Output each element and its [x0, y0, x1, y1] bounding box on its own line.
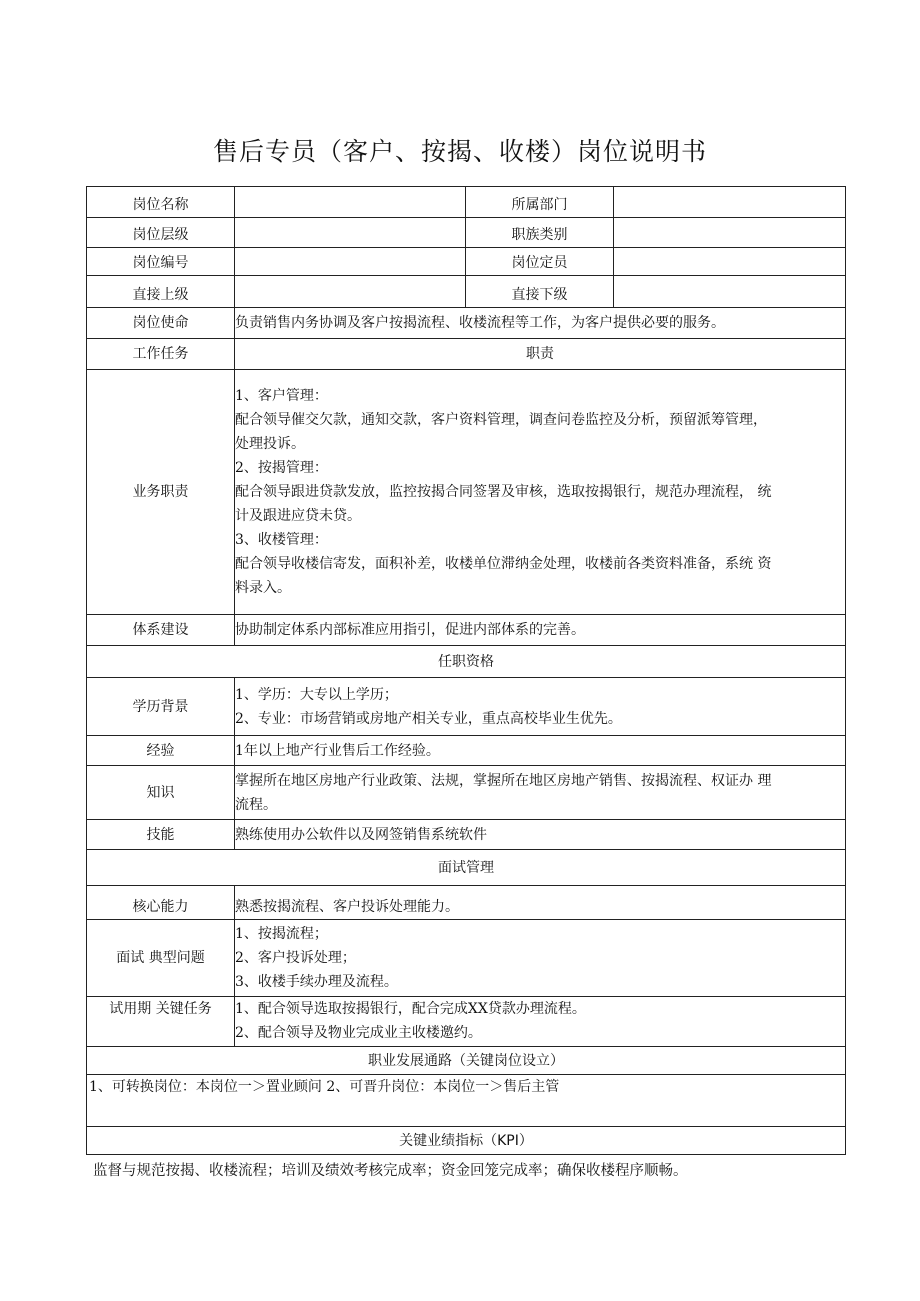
system-text: 协助制定体系内部标准应用指引，促进内部体系的完善。 [235, 615, 846, 646]
label-knowledge: 知识 [87, 766, 235, 820]
label-duties: 职责 [235, 339, 846, 370]
probation-line: 1、配合领导选取按揭银行，配合完成XX贷款办理流程。 [235, 1001, 586, 1017]
knowledge-line: 流程。 [235, 796, 277, 813]
row-probation [87, 997, 846, 1047]
experience-text: 1年以上地产行业售后工作经验。 [235, 736, 846, 766]
business-line: 配合领导跟进贷款发放，监控按揭合同签署及审核，选取按揭银行，规范办理流程， 统 [235, 484, 772, 500]
row-career [87, 1075, 846, 1127]
row-core [87, 886, 846, 920]
business-line: 处理投诉。 [235, 436, 305, 452]
row-code-headcount [87, 248, 846, 276]
field-department[interactable] [614, 187, 846, 218]
row-business-duties [87, 370, 846, 615]
business-line: 料录入。 [235, 580, 291, 596]
label-core: 核心能力 [87, 886, 235, 920]
row-career-header [87, 1047, 846, 1075]
education-text [235, 678, 846, 736]
label-level: 岗位层级 [87, 218, 235, 248]
field-level[interactable] [235, 218, 466, 248]
label-skill: 技能 [87, 820, 235, 850]
core-text: 熟悉按揭流程、客户投诉处理能力。 [235, 886, 846, 920]
label-superior: 直接上级 [87, 276, 235, 308]
row-task-header [87, 339, 846, 370]
section-qualification: 任职资格 [87, 646, 846, 678]
knowledge-line: 掌握所在地区房地产行业政策、法规，掌握所在地区房地产销售、按揭流程、权证办 理 [235, 772, 772, 789]
label-subordinate: 直接下级 [466, 276, 614, 308]
job-description-table [86, 186, 846, 1155]
business-line: 配合领导催交欠款，通知交款，客户资料管理，调查问卷监控及分析，预留派筹管理， [235, 412, 767, 428]
row-interview-header [87, 850, 846, 886]
row-questions [87, 920, 846, 997]
question-line: 3、收楼手续办理及流程。 [235, 974, 398, 990]
label-mission: 岗位使命 [87, 308, 235, 339]
page-title: 售后专员（客户、按揭、收楼）岗位说明书 [212, 137, 707, 166]
row-experience [87, 736, 846, 766]
field-headcount[interactable] [614, 248, 846, 276]
education-line: 1、学历：大专以上学历； [235, 686, 398, 703]
question-line: 1、按揭流程； [235, 926, 328, 942]
probation-line: 2、配合领导及物业完成业主收楼邀约。 [235, 1025, 482, 1041]
business-line: 1、客户管理： [235, 388, 328, 404]
skill-text: 熟练使用办公软件以及网签销售系统软件 [235, 820, 846, 850]
probation-text [235, 997, 846, 1047]
field-subordinate[interactable] [614, 276, 846, 308]
row-system [87, 615, 846, 646]
row-skill [87, 820, 846, 850]
business-line: 配合领导收楼信寄发，面积补差，收楼单位滞纳金处理，收楼前各类资料准备，系统 资 [235, 556, 772, 572]
label-post-name: 岗位名称 [87, 187, 235, 218]
row-mission [87, 308, 846, 339]
row-level-family [87, 218, 846, 248]
label-probation: 试用期 关键任务 [87, 997, 235, 1047]
label-experience: 经验 [87, 736, 235, 766]
field-code[interactable] [235, 248, 466, 276]
label-system: 体系建设 [87, 615, 235, 646]
label-headcount: 岗位定员 [466, 248, 614, 276]
label-work-task: 工作任务 [87, 339, 235, 370]
label-questions: 面试 典型问题 [87, 920, 235, 997]
section-career: 职业发展通路（关键岗位设立） [87, 1047, 846, 1075]
business-line: 计及跟进应贷未贷。 [235, 508, 361, 524]
section-kpi: 关键业绩指标（KPI） [87, 1127, 846, 1155]
row-knowledge [87, 766, 846, 820]
business-line: 3、收楼管理： [235, 532, 328, 548]
row-education [87, 678, 846, 736]
row-kpi-header [87, 1127, 846, 1155]
section-interview: 面试管理 [87, 850, 846, 886]
kpi-text: 监督与规范按揭、收楼流程；培训及绩效考核完成率；资金回笼完成率；确保收楼程序顺畅。 [93, 1163, 688, 1179]
field-post-name[interactable] [235, 187, 466, 218]
row-name-dept [87, 187, 846, 218]
questions-text [235, 920, 846, 997]
question-line: 2、客户投诉处理； [235, 950, 356, 966]
knowledge-text [235, 766, 846, 820]
row-qualification-header [87, 646, 846, 678]
field-superior[interactable] [235, 276, 466, 308]
career-text: 1、可转换岗位：本岗位一＞置业顾问 2、可晋升岗位：本岗位一＞售后主管 [87, 1075, 846, 1127]
label-family: 职族类别 [466, 218, 614, 248]
label-business: 业务职责 [87, 370, 235, 615]
field-family[interactable] [614, 218, 846, 248]
business-duties-text [235, 370, 846, 615]
label-department: 所属部门 [466, 187, 614, 218]
row-superior-subordinate [87, 276, 846, 308]
business-line: 2、按揭管理： [235, 460, 328, 476]
education-line: 2、专业：市场营销或房地产相关专业，重点高校毕业生优先。 [235, 710, 622, 727]
label-education: 学历背景 [87, 678, 235, 736]
label-code: 岗位编号 [87, 248, 235, 276]
mission-text: 负责销售内务协调及客户按揭流程、收楼流程等工作，为客户提供必要的服务。 [235, 308, 846, 339]
